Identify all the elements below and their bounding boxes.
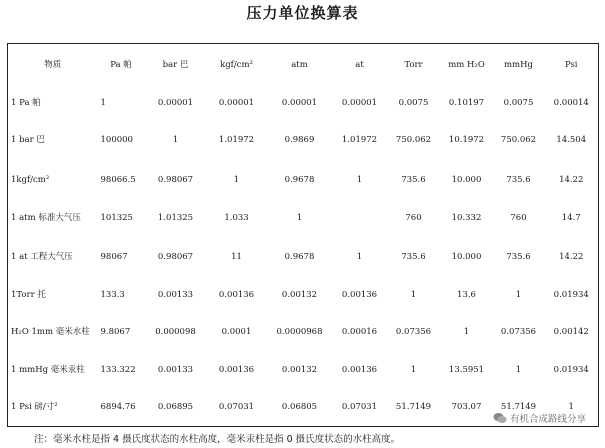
value-cell: 0.0000968 (276, 327, 323, 338)
value-cell: 0.00132 (281, 290, 318, 301)
value-cell: 10.000 (451, 174, 482, 185)
value-cell: 1 (410, 364, 417, 375)
header-cell: 物质 (44, 59, 62, 70)
page-title: 压力单位换算表 (246, 4, 359, 22)
value-cell: 1 (233, 174, 240, 185)
row-label-cell: 1Torr 托 (11, 290, 46, 301)
table-row (8, 201, 599, 238)
header-cell: Psi (564, 59, 578, 70)
table-row (8, 278, 599, 315)
value-cell: 101325 (100, 213, 133, 224)
header-cell: atm (291, 59, 308, 70)
value-cell: 0.00132 (281, 364, 318, 375)
value-cell: 100000 (100, 134, 133, 145)
value-cell: 0.06895 (157, 402, 194, 413)
value-cell: 0.00001 (281, 97, 318, 108)
value-cell: 0.07031 (218, 402, 255, 413)
value-cell: 1.033 (224, 213, 249, 224)
table-header-row (8, 44, 599, 87)
value-cell (333, 201, 387, 238)
value-cell: 750.062 (500, 134, 537, 145)
value-cell: 0.98067 (157, 251, 194, 262)
header-cell: mmHg (504, 59, 533, 70)
value-cell: 14.7 (561, 213, 581, 224)
header-cell: at (355, 59, 364, 70)
value-cell: 10.000 (451, 251, 482, 262)
table-row (8, 161, 599, 201)
wechat-icon (493, 412, 507, 424)
value-cell: 1 (100, 97, 106, 108)
value-cell: 1.01972 (341, 134, 378, 145)
table-row (8, 87, 599, 121)
value-cell: 13.6 (457, 290, 476, 301)
value-cell: 0.9678 (284, 174, 315, 185)
value-cell: 1 (515, 364, 522, 375)
value-cell: 0.00014 (553, 97, 589, 108)
value-cell: 0.000098 (155, 327, 196, 338)
value-cell: 133.3 (100, 290, 125, 301)
value-cell: 1 (568, 402, 574, 413)
value-cell: 133.322 (100, 364, 136, 375)
value-cell: 760 (405, 213, 422, 224)
value-cell: 735.6 (506, 174, 531, 185)
value-cell: 1 (172, 134, 179, 145)
row-label-cell: 1 mmHg 毫米汞柱 (11, 364, 85, 375)
header-cell: Torr (404, 59, 423, 70)
header-cell: mm H₂O (448, 59, 485, 70)
watermark (493, 411, 586, 425)
value-cell: 0.98067 (157, 174, 194, 185)
value-cell: 13.5951 (448, 364, 485, 375)
value-cell: 98066.5 (100, 174, 136, 185)
table-row (8, 238, 599, 278)
watermark-text: 有机合成路线分享 (510, 414, 587, 425)
footnote: 注：毫米水柱是指 4 摄氏度状态的水柱高度，毫米汞柱是指 0 摄氏度状态的水柱高度。 (34, 434, 401, 445)
value-cell: 0.01934 (553, 364, 589, 375)
value-cell: 0.00136 (341, 290, 378, 301)
value-cell: 1.01325 (157, 213, 194, 224)
value-cell: 0.00133 (157, 364, 194, 375)
value-cell: 10.332 (451, 213, 482, 224)
value-cell: 1 (463, 327, 470, 338)
header-cell: bar 巴 (162, 59, 189, 70)
value-cell: 0.9869 (284, 134, 315, 145)
row-label-cell: 1 at 工程大气压 (11, 251, 73, 262)
value-cell: 0.00001 (218, 97, 255, 108)
value-cell: 735.6 (401, 174, 426, 185)
row-label-cell: H₂O 1mm 毫米水柱 (11, 327, 90, 338)
row-label-cell: 1 bar 巴 (11, 134, 45, 145)
value-cell: 0.9678 (284, 251, 315, 262)
header-cell: Pa 帕 (110, 59, 132, 70)
value-cell: 0.00001 (341, 97, 378, 108)
table-row (8, 352, 599, 390)
value-cell: 735.6 (506, 251, 531, 262)
value-cell: 0.06805 (281, 402, 318, 413)
value-cell: 10.1972 (448, 134, 485, 145)
row-label-cell: 1 Psi 磅/寸² (11, 402, 58, 413)
row-label-cell: 1 Pa 帕 (11, 97, 41, 108)
table-row (8, 121, 599, 161)
value-cell: 98067 (100, 251, 128, 262)
value-cell: 1 (356, 174, 363, 185)
value-cell: 760 (510, 213, 527, 224)
value-cell: 0.01934 (553, 290, 589, 301)
value-cell: 1 (296, 213, 303, 224)
value-cell: 703.07 (451, 402, 482, 413)
header-cell: kgf/cm² (220, 59, 253, 70)
value-cell: 1 (410, 290, 417, 301)
value-cell: 0.0075 (398, 97, 429, 108)
value-cell: 0.00016 (341, 327, 378, 338)
value-cell: 1 (356, 251, 363, 262)
value-cell: 0.00136 (218, 290, 255, 301)
value-cell: 735.6 (401, 251, 426, 262)
value-cell: 0.00136 (341, 364, 378, 375)
value-cell: 0.07356 (500, 327, 537, 338)
value-cell: 11 (231, 251, 242, 262)
value-cell: 0.07031 (341, 402, 378, 413)
value-cell: 1 (515, 290, 522, 301)
value-cell: 14.22 (559, 174, 584, 185)
value-cell: 0.07356 (395, 327, 432, 338)
value-cell: 6894.76 (100, 402, 136, 413)
value-cell: 51.7149 (500, 402, 537, 413)
value-cell: 0.00142 (553, 327, 589, 338)
value-cell: 1.01972 (218, 134, 255, 145)
value-cell: 9.8067 (100, 327, 131, 338)
table-row (8, 315, 599, 352)
value-cell: 0.0075 (503, 97, 534, 108)
value-cell: 0.00133 (157, 290, 194, 301)
value-cell: 0.00001 (157, 97, 194, 108)
value-cell: 14.504 (556, 134, 587, 145)
row-label-cell: 1kgf/cm² (11, 174, 50, 185)
value-cell: 14.22 (559, 251, 584, 262)
row-label-cell: 1 atm 标准大气压 (11, 213, 81, 224)
value-cell: 51.7149 (395, 402, 432, 413)
value-cell: 750.062 (395, 134, 432, 145)
value-cell: 0.0001 (221, 327, 252, 338)
value-cell: 0.10197 (448, 97, 485, 108)
conversion-table (7, 43, 599, 427)
value-cell: 0.00136 (218, 364, 255, 375)
